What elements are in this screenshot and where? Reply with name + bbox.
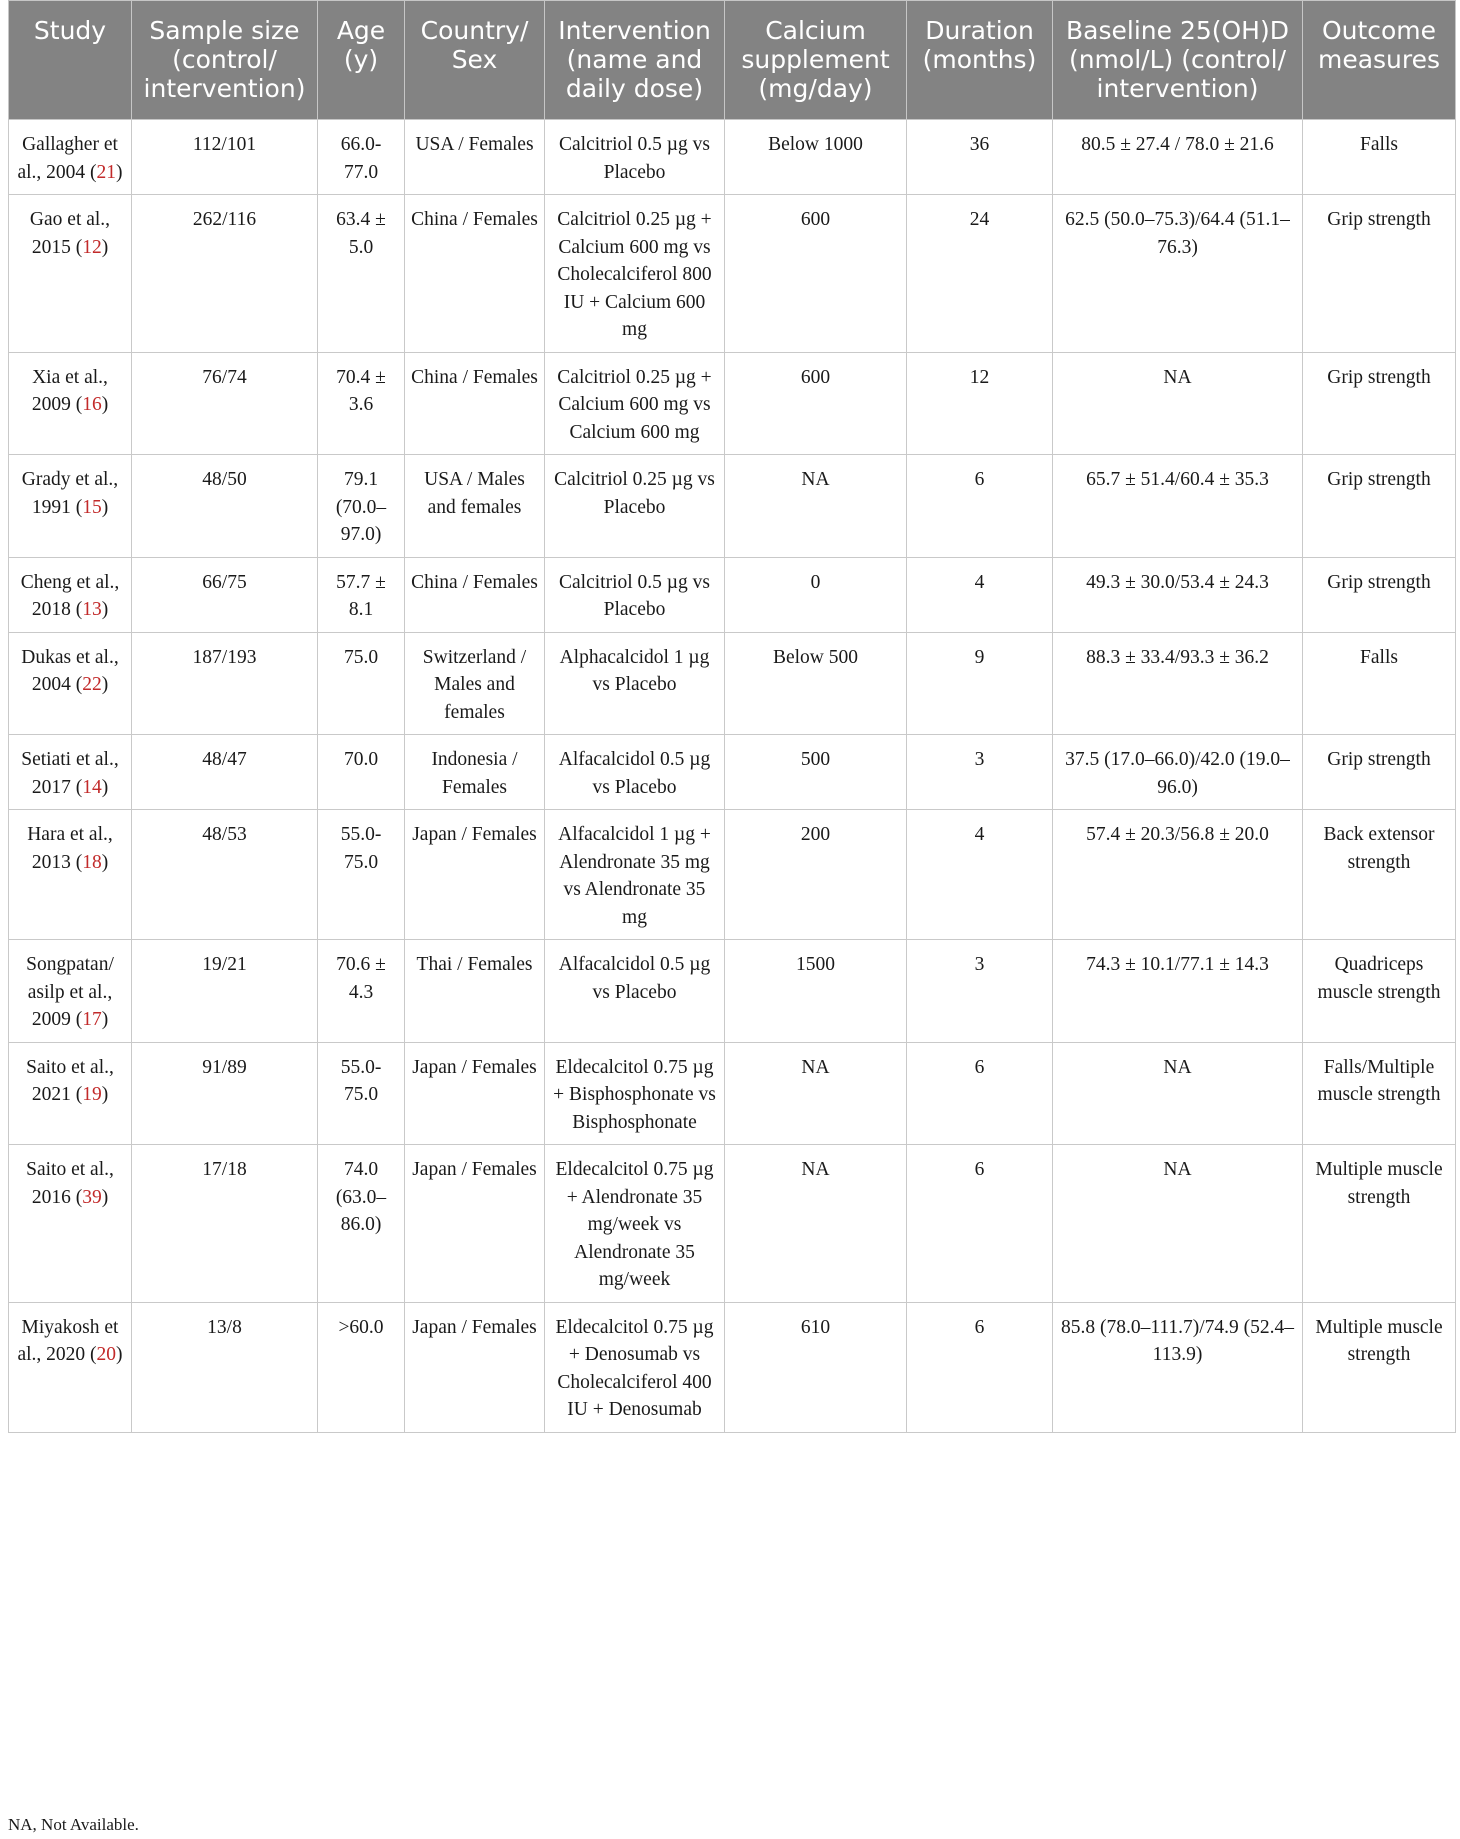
- cell-study: Xia et al., 2009 (16): [9, 352, 132, 455]
- reference-link[interactable]: 14: [82, 776, 102, 798]
- cell-age: 70.6 ± 4.3: [318, 940, 405, 1043]
- cell-sample: 48/50: [132, 455, 318, 558]
- cell-intervention: Calcitriol 0.5 µg vs Placebo: [545, 120, 725, 195]
- reference-link[interactable]: 21: [96, 161, 117, 183]
- header-row: [9, 1, 1456, 120]
- cell-duration: 4: [907, 810, 1053, 940]
- cell-sample: 91/89: [132, 1042, 318, 1145]
- reference-link[interactable]: 16: [82, 394, 102, 415]
- cell-duration: 6: [907, 1145, 1053, 1303]
- header-study: Study: [9, 1, 132, 120]
- header-outcome: Outcome measures: [1303, 1, 1456, 120]
- cell-calcium: 600: [725, 352, 907, 455]
- header-country-sex: Country/ Sex: [405, 1, 545, 120]
- cell-baseline: 88.3 ± 33.4/93.3 ± 36.2: [1053, 632, 1303, 735]
- table-row: [9, 1302, 1456, 1432]
- cell-study: Grady et al., 1991 (15): [9, 455, 132, 558]
- cell-calcium: 200: [725, 810, 907, 940]
- cell-intervention: Eldecalcitol 0.75 µg + Bisphosphonate vs Bisphosphonate: [545, 1042, 725, 1145]
- study-name: Miyakosh et al., 2020: [17, 1316, 119, 1365]
- reference-link[interactable]: 13: [82, 599, 102, 620]
- cell-calcium: 1500: [725, 940, 907, 1043]
- cell-sample: 262/116: [132, 195, 318, 353]
- study-name: Hara et al., 2013: [27, 824, 113, 873]
- table-row: [9, 735, 1456, 810]
- cell-baseline: 80.5 ± 27.4 / 78.0 ± 21.6: [1053, 120, 1303, 195]
- reference-link[interactable]: 18: [82, 851, 102, 873]
- cell-age: 63.4 ± 5.0: [318, 195, 405, 353]
- cell-country: Japan / Females: [405, 1042, 545, 1145]
- cell-calcium: Below 1000: [725, 120, 907, 195]
- table-body: [9, 120, 1456, 1433]
- cell-country: Switzerland / Males and females: [405, 632, 545, 735]
- cell-duration: 36: [907, 120, 1053, 195]
- table-row: [9, 352, 1456, 455]
- cell-baseline: 85.8 (78.0–111.7)/74.9 (52.4–113.9): [1053, 1302, 1303, 1432]
- cell-intervention: Calcitriol 0.5 µg vs Placebo: [545, 557, 725, 632]
- cell-calcium: 0: [725, 557, 907, 632]
- cell-outcome: Falls: [1303, 120, 1456, 195]
- cell-age: 57.7 ± 8.1: [318, 557, 405, 632]
- cell-study: Setiati et al., 2017 (14): [9, 735, 132, 810]
- cell-country: China / Females: [405, 557, 545, 632]
- cell-country: Japan / Females: [405, 810, 545, 940]
- cell-sample: 17/18: [132, 1145, 318, 1303]
- cell-outcome: Multiple muscle strength: [1303, 1145, 1456, 1303]
- cell-calcium: 500: [725, 735, 907, 810]
- cell-baseline: 62.5 (50.0–75.3)/64.4 (51.1–76.3): [1053, 195, 1303, 353]
- reference-link[interactable]: 15: [82, 496, 102, 518]
- cell-country: Thai / Females: [405, 940, 545, 1043]
- reference-link[interactable]: 19: [82, 1084, 102, 1105]
- table-row: [9, 557, 1456, 632]
- cell-intervention: Calcitriol 0.25 µg vs Placebo: [545, 455, 725, 558]
- cell-baseline: 49.3 ± 30.0/53.4 ± 24.3: [1053, 557, 1303, 632]
- cell-study: Dukas et al., 2004 (22): [9, 632, 132, 735]
- study-name: Setiati et al., 2017: [21, 749, 119, 798]
- header-baseline: Baseline 25(OH)D (nmol/L) (control/ intervention): [1053, 1, 1303, 120]
- table-row: [9, 940, 1456, 1043]
- cell-study: Saito et al., 2016 (39): [9, 1145, 132, 1303]
- cell-age: >60.0: [318, 1302, 405, 1432]
- cell-outcome: Grip strength: [1303, 557, 1456, 632]
- cell-country: Indonesia / Females: [405, 735, 545, 810]
- footnote: NA, Not Available.: [8, 1815, 139, 1834]
- cell-calcium: NA: [725, 1145, 907, 1303]
- reference-link[interactable]: 22: [82, 674, 102, 695]
- cell-sample: 66/75: [132, 557, 318, 632]
- study-name: Gallagher et al., 2004: [17, 134, 118, 183]
- reference-link[interactable]: 39: [82, 1186, 102, 1208]
- table-row: [9, 120, 1456, 195]
- cell-duration: 3: [907, 940, 1053, 1043]
- cell-duration: 6: [907, 1302, 1053, 1432]
- reference-link[interactable]: 12: [82, 236, 102, 258]
- header-age: Age (y): [318, 1, 405, 120]
- cell-sample: 187/193: [132, 632, 318, 735]
- table-row: [9, 632, 1456, 735]
- study-name: Saito et al., 2021: [26, 1056, 114, 1105]
- cell-outcome: Back extensor strength: [1303, 810, 1456, 940]
- cell-calcium: NA: [725, 455, 907, 558]
- cell-age: 70.4 ± 3.6: [318, 352, 405, 455]
- cell-intervention: Calcitriol 0.25 µg + Calcium 600 mg vs Cholecalciferol 800 IU + Calcium 600 mg: [545, 195, 725, 353]
- cell-age: 70.0: [318, 735, 405, 810]
- cell-sample: 112/101: [132, 120, 318, 195]
- cell-sample: 48/47: [132, 735, 318, 810]
- cell-baseline: 65.7 ± 51.4/60.4 ± 35.3: [1053, 455, 1303, 558]
- cell-outcome: Falls: [1303, 632, 1456, 735]
- cell-sample: 76/74: [132, 352, 318, 455]
- cell-outcome: Falls/Multiple muscle strength: [1303, 1042, 1456, 1145]
- cell-study: Gallagher et al., 2004 (21): [9, 120, 132, 195]
- cell-sample: 48/53: [132, 810, 318, 940]
- cell-study: Miyakosh et al., 2020 (20): [9, 1302, 132, 1432]
- cell-intervention: Alfacalcidol 0.5 µg vs Placebo: [545, 940, 725, 1043]
- study-name: Cheng et al., 2018: [20, 571, 120, 620]
- cell-age: 66.0-77.0: [318, 120, 405, 195]
- study-name: Xia et al., 2009: [31, 366, 108, 415]
- cell-duration: 12: [907, 352, 1053, 455]
- cell-calcium: 610: [725, 1302, 907, 1432]
- cell-duration: 6: [907, 1042, 1053, 1145]
- cell-calcium: 600: [725, 195, 907, 353]
- header-sample-size: Sample size (control/ intervention): [132, 1, 318, 120]
- cell-duration: 3: [907, 735, 1053, 810]
- table-row: [9, 455, 1456, 558]
- cell-country: China / Females: [405, 352, 545, 455]
- cell-duration: 24: [907, 195, 1053, 353]
- cell-outcome: Quadriceps muscle strength: [1303, 940, 1456, 1043]
- table-container: [8, 0, 1455, 1433]
- cell-intervention: Alfacalcidol 1 µg + Alendronate 35 mg vs Alendronate 35 mg: [545, 810, 725, 940]
- cell-intervention: Alfacalcidol 0.5 µg vs Placebo: [545, 735, 725, 810]
- study-name: Songpatan/ asilp et al., 2009: [26, 954, 114, 1030]
- cell-study: Gao et al., 2015 (12): [9, 195, 132, 353]
- cell-intervention: Eldecalcitol 0.75 µg + Denosumab vs Cholecalciferol 400 IU + Denosumab: [545, 1302, 725, 1432]
- cell-age: 55.0-75.0: [318, 810, 405, 940]
- cell-outcome: Grip strength: [1303, 735, 1456, 810]
- cell-study: Hara et al., 2013 (18): [9, 810, 132, 940]
- cell-sample: 19/21: [132, 940, 318, 1043]
- cell-country: USA / Females: [405, 120, 545, 195]
- cell-baseline: NA: [1053, 352, 1303, 455]
- cell-outcome: Multiple muscle strength: [1303, 1302, 1456, 1432]
- cell-age: 79.1 (70.0–97.0): [318, 455, 405, 558]
- cell-age: 55.0-75.0: [318, 1042, 405, 1145]
- reference-link[interactable]: 17: [82, 1009, 102, 1030]
- cell-country: Japan / Females: [405, 1302, 545, 1432]
- cell-intervention: Eldecalcitol 0.75 µg + Alendronate 35 mg/week vs Alendronate 35 mg/week: [545, 1145, 725, 1303]
- cell-outcome: Grip strength: [1303, 455, 1456, 558]
- cell-outcome: Grip strength: [1303, 195, 1456, 353]
- header-calcium: Calcium supplement (mg/day): [725, 1, 907, 120]
- cell-intervention: Calcitriol 0.25 µg + Calcium 600 mg vs Calcium 600 mg: [545, 352, 725, 455]
- cell-baseline: 57.4 ± 20.3/56.8 ± 20.0: [1053, 810, 1303, 940]
- cell-age: 75.0: [318, 632, 405, 735]
- cell-baseline: 74.3 ± 10.1/77.1 ± 14.3: [1053, 940, 1303, 1043]
- table-row: [9, 1145, 1456, 1303]
- cell-outcome: Grip strength: [1303, 352, 1456, 455]
- cell-age: 74.0 (63.0–86.0): [318, 1145, 405, 1303]
- cell-duration: 4: [907, 557, 1053, 632]
- table-row: [9, 195, 1456, 353]
- cell-country: China / Females: [405, 195, 545, 353]
- cell-study: Songpatan/ asilp et al., 2009 (17): [9, 940, 132, 1043]
- cell-sample: 13/8: [132, 1302, 318, 1432]
- reference-link[interactable]: 20: [96, 1344, 117, 1365]
- cell-duration: 6: [907, 455, 1053, 558]
- study-name: Saito et al., 2016: [26, 1159, 114, 1208]
- cell-study: Saito et al., 2021 (19): [9, 1042, 132, 1145]
- study-name: Grady et al., 1991: [21, 469, 119, 518]
- cell-baseline: NA: [1053, 1145, 1303, 1303]
- cell-country: USA / Males and females: [405, 455, 545, 558]
- cell-calcium: Below 500: [725, 632, 907, 735]
- cell-baseline: NA: [1053, 1042, 1303, 1145]
- table-row: [9, 810, 1456, 940]
- header-duration: Duration (months): [907, 1, 1053, 120]
- cell-calcium: NA: [725, 1042, 907, 1145]
- study-name: Gao et al., 2015: [29, 209, 111, 258]
- study-name: Dukas et al., 2004: [21, 646, 119, 695]
- cell-country: Japan / Females: [405, 1145, 545, 1303]
- cell-baseline: 37.5 (17.0–66.0)/42.0 (19.0–96.0): [1053, 735, 1303, 810]
- header-intervention: Intervention (name and daily dose): [545, 1, 725, 120]
- cell-intervention: Alphacalcidol 1 µg vs Placebo: [545, 632, 725, 735]
- cell-duration: 9: [907, 632, 1053, 735]
- studies-table: [8, 0, 1456, 1433]
- table-row: [9, 1042, 1456, 1145]
- cell-study: Cheng et al., 2018 (13): [9, 557, 132, 632]
